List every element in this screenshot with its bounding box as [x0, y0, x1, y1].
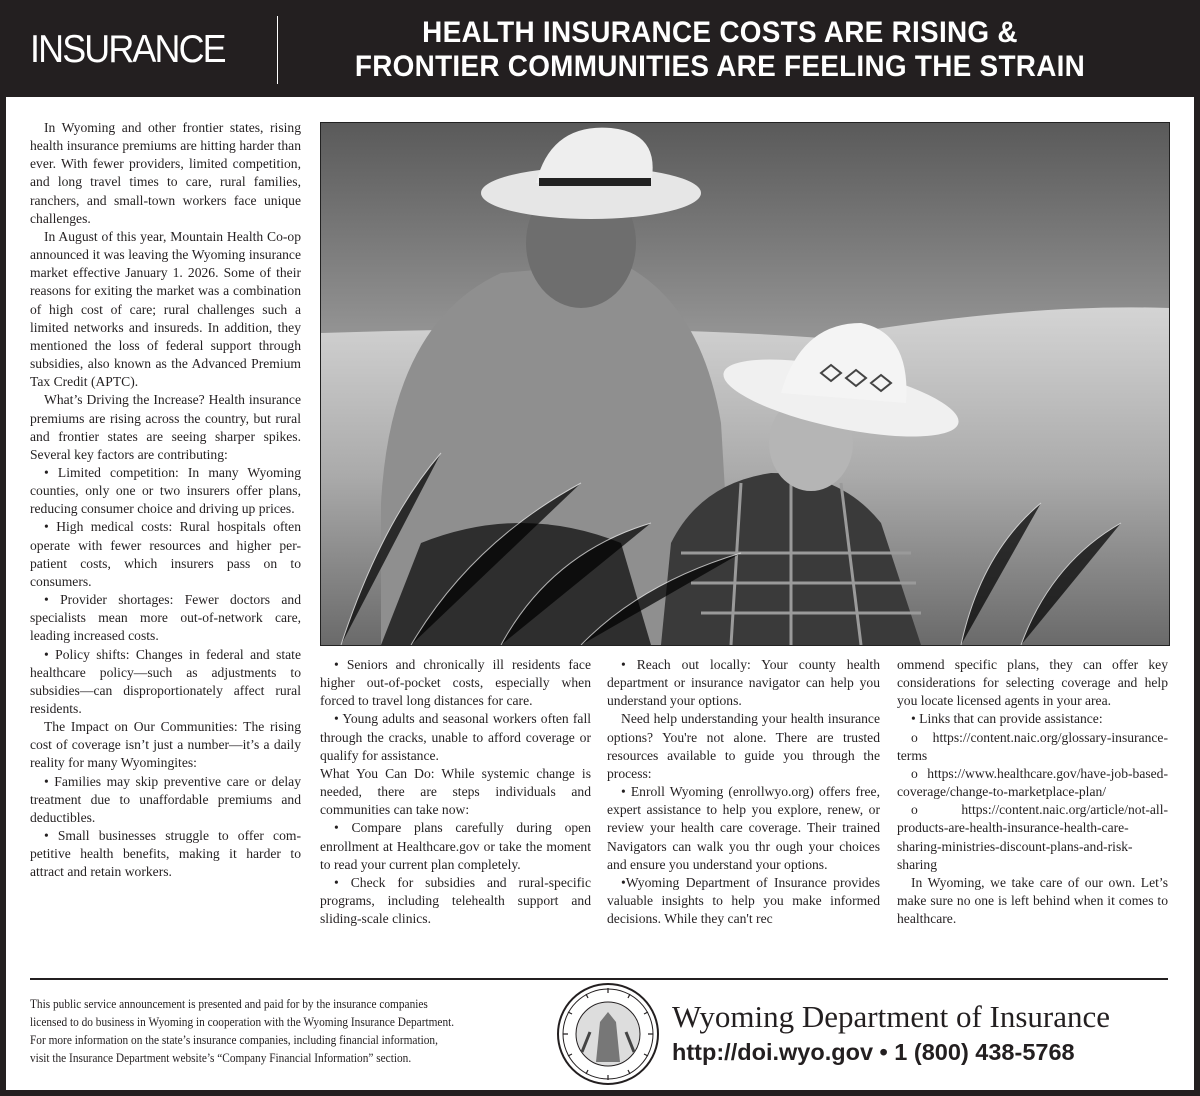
department-name: Wyoming Department of Insurance: [672, 999, 1111, 1034]
paragraph: In Wyoming, we take care of our own. Let’s make sure no one is left behind when it comes to healthcare.: [897, 874, 1168, 927]
paragraph: Need help understanding your health insurance options? You're not alone. There are trusted resources available to guide you through the process:: [607, 711, 880, 781]
paragraph: • Compare plans carefully during open enrollment at Healthcare.gov or take the moment to read your current plan completely.: [320, 820, 591, 872]
paragraph: What’s Driving the Increase? Health insurance premiums are rising across the country, but rural and frontier states are seeing sharper spikes. Several key factors are contributing:: [30, 392, 301, 462]
paragraph: • Limited competition: In many Wyoming counties, only one or two insurers offer plans, reducing consumer choice and driving up prices.: [30, 464, 301, 517]
article-column-4: [897, 656, 1168, 928]
disclaimer-line: This public service announcement is presented and paid for by the insurance companies: [30, 997, 428, 1011]
disclaimer-line: licensed to do business in Wyoming in cooperation with the Wyoming Insurance Department.: [30, 1015, 455, 1029]
paragraph: What You Can Do: While systemic change is needed, there are steps individuals and communities can take now:: [320, 765, 591, 818]
article-column-2: [320, 656, 591, 928]
disclaimer-line: For more information on the state’s insurance companies, including financial information,: [30, 1033, 438, 1047]
paragraph: The Impact on Our Communities: The rising cost of coverage isn’t just a number—it’s a daily reality for many Wyomingites:: [30, 719, 301, 771]
paragraph: • Young adults and seasonal workers often fall through the cracks, unable to afford coverage or qualify for assistance.: [320, 711, 591, 763]
photo-illustration: [321, 123, 1169, 645]
headline: [320, 16, 1120, 84]
paragraph: In August of this year, Mountain Health Co-op announced it was leaving the Wyoming insurance market effective January 1. 2026. Some of their reasons for exiting the market was a combination of high cost of care; rural challenges such a limited networks and insureds. In addition, they mentioned the loss of federal support through subsidies, also known as the Advanced Premium Tax Credit (APTC).: [30, 228, 301, 390]
paragraph: • Reach out locally: Your county health department or insurance navigator can help you understand your options.: [607, 657, 880, 709]
paragraph: • Small businesses struggle to offer competitive health benefits, making it harder to attract and retain workers.: [30, 828, 301, 880]
link-naic-article[interactable]: o https://content.naic.org/article/not-all-products-are-health-insurance-health-care-sharing-ministries-discount-plans-and-risk-sharing: [897, 802, 1168, 872]
paragraph: ommend specific plans, they can offer key considerations for selecting coverage and help you locate licensed agents in your area.: [897, 657, 1168, 709]
paragraph: In Wyoming and other frontier states, rising health insurance premiums are hitting harder than ever. With fewer providers, limited competition, and long travel times to care, rural families, ranchers, and small-town workers face unique challenges.: [30, 120, 301, 226]
paragraph: •Wyoming Department of Insurance provides valuable insights to help you make informed decisions. While they can't rec: [607, 874, 880, 927]
disclaimer-line: visit the Insurance Department website’s “Company Financial Information” section.: [30, 1051, 412, 1065]
article-sheet: [6, 97, 1194, 1090]
paragraph: • Seniors and chronically ill residents face higher out-of-pocket costs, especially when forced to travel long distances for care.: [320, 657, 591, 709]
paragraph: • Provider shortages: Fewer doctors and specialists mean more out-of-network care, leading increased costs.: [30, 592, 301, 644]
paragraph: • Families may skip preventive care or delay treatment due to unaffordable premiums and deductibles.: [30, 773, 301, 825]
paragraph: • Check for subsidies and rural-specific programs, including telehealth support and sliding-scale clinics.: [320, 874, 591, 927]
header-divider: [277, 16, 278, 84]
headline-line-2: FRONTIER COMMUNITIES ARE FEELING THE STRAIN: [354, 50, 1086, 83]
link-healthcare-gov[interactable]: o https://www.healthcare.gov/have-job-based-coverage/change-to-marketplace-plan/: [897, 765, 1168, 800]
paragraph: • Policy shifts: Changes in federal and state healthcare policy—such as adjustments to subsidies—can disproportionately affect rural residents.: [30, 646, 301, 716]
article-column-3: [607, 656, 880, 928]
link-naic-glossary[interactable]: o https://content.naic.org/glossary-insurance-terms: [897, 729, 1168, 763]
paragraph: • High medical costs: Rural hospitals often operate with fewer resources and higher per-patient costs, which insurers pass on to consumers.: [30, 519, 301, 589]
wyoming-state-seal-icon: [556, 982, 660, 1086]
disclaimer: [30, 995, 514, 1067]
footer-divider: [30, 978, 1168, 980]
article-column-1: [30, 119, 301, 882]
section-label: INSURANCE: [30, 28, 225, 71]
contact-info[interactable]: http://doi.wyo.gov • 1 (800) 438-5768: [672, 1039, 1075, 1065]
rancher-and-child-photo: [320, 122, 1170, 646]
paragraph: • Enroll Wyoming (enrollwyo.org) offers free, expert assistance to help you explore, renew, or review your health care coverage. Their trained Navigators can walk you thr ough your choices and ensure you understand your options.: [607, 784, 880, 872]
headline-line-1: HEALTH INSURANCE COSTS ARE RISING &: [422, 16, 1018, 49]
header-bar: [0, 0, 1200, 96]
paragraph: • Links that can provide assistance:: [911, 711, 1103, 727]
